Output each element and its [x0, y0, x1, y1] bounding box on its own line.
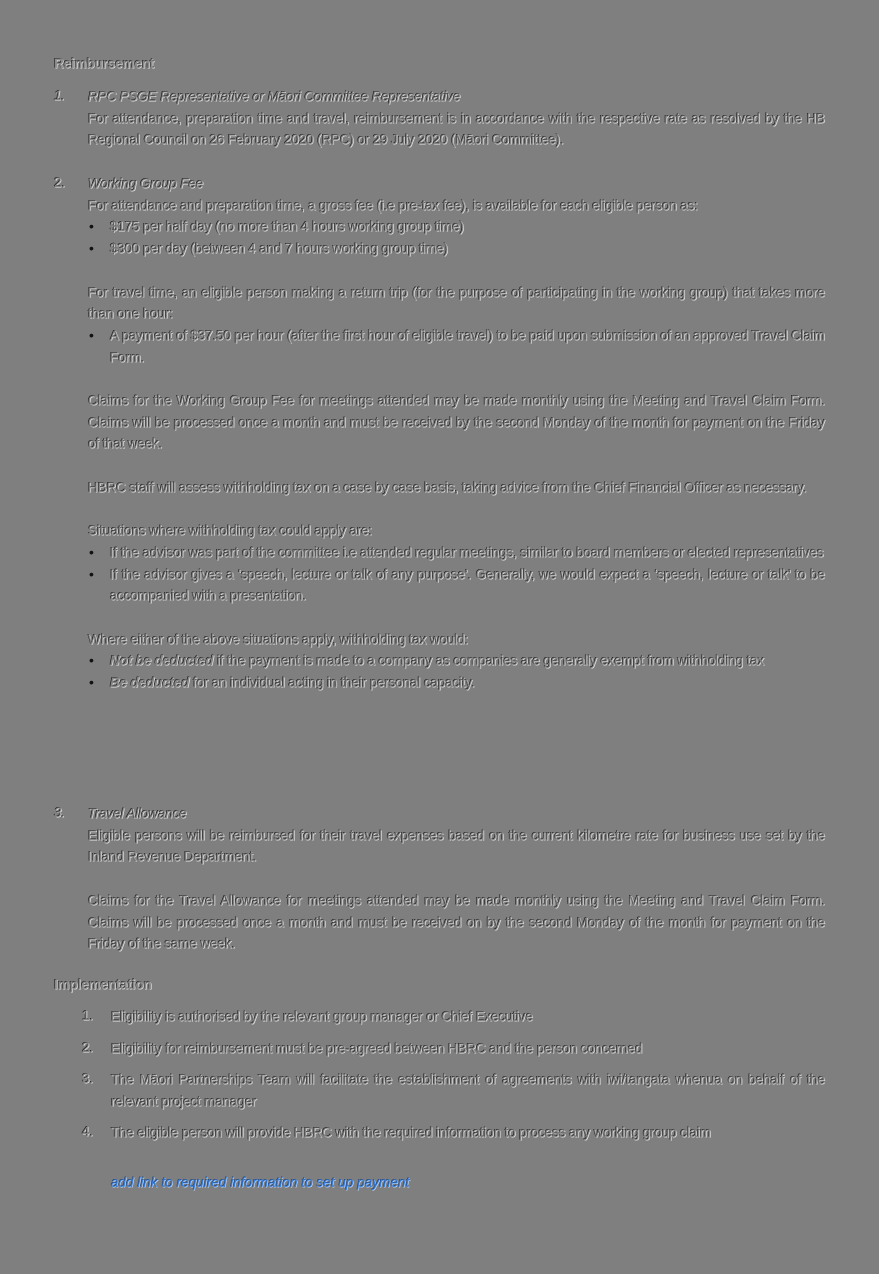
required-info-link[interactable]: add link to required information to set up payment [111, 1175, 410, 1190]
fee-full-day: • $300 per day (between 4 and 7 hours working group time) [88, 238, 825, 260]
withholding-intro: Where either of the above situations apply, withholding tax would: [88, 631, 469, 647]
withholding-company [88, 650, 825, 672]
impl-4-text: The eligible person will provide HBRC with the required information to process any working group claim [111, 1125, 711, 1140]
item-3-block [88, 803, 825, 955]
travel-intro: For travel time, an eligible person making a return trip (for the purpose of participating in the working group) that takes more than one hour: [88, 284, 825, 322]
fee-list [88, 216, 825, 259]
situations-intro: Situations where withholding tax could apply are: [88, 523, 373, 539]
impl-3-number: 3. [82, 1071, 93, 1086]
item-3-title: Travel Allowance [88, 806, 187, 821]
item-3-paragraph-2: Claims for the Travel Allowance for meetings attended may be made monthly using the Meeting and Travel Claim Form. Claims will be processed once a month and must be received on by the second Monday of the month for payment on the Friday of the same week. [88, 892, 825, 952]
claims-paragraph: Claims for the Working Group Fee for meetings attended may be made monthly using the Meeting and Travel Claim Form. Claims will be processed once a month and must be received by the second Monday of the month for payment on the Friday of that week. [88, 393, 825, 452]
reimbursement-heading: Reimbursement [54, 56, 155, 71]
travel-payment: • A payment of $37.50 per hour (after the first hour of eligible travel) to be paid upon submission of an approved Travel Claim Form. [88, 325, 825, 368]
item-3-number: 3. [54, 805, 65, 820]
item-2-block [88, 173, 825, 694]
tax-assess-paragraph: HBRC staff will assess withholding tax on a case by case basis, taking advice from the Chief Financial Officer as necessary. [88, 479, 807, 495]
item-1-paragraph: For attendance, preparation time and travel, reimbursement is in accordance with the respective rate as resolved by the HB Regional Council on 26 February 2020 (RPC) or 29 July 2020 (Māori Committee). [88, 110, 825, 148]
withholding-individual [88, 672, 825, 694]
impl-1-number: 1. [82, 1008, 93, 1023]
fee-half-day: • $175 per half day (no more than 4 hours working group time) [88, 216, 825, 238]
item-1-title: RPC PSGE Representative or Māori Committee Representative [88, 89, 461, 104]
item-2-intro: For attendance and preparation time, a gross fee (i.e pre-tax fee), is available for each eligible person as: [88, 197, 698, 213]
item-1-number: 1. [54, 88, 65, 103]
item-3-paragraph-1: Eligible persons will be reimbursed for their travel expenses based on the current kilometre rate for business use set by the Inland Revenue Department. [88, 827, 825, 865]
impl-1-text: Eligibility is authorised by the relevant group manager or Chief Executive [111, 1009, 533, 1024]
item-2-title: Working Group Fee [88, 176, 204, 191]
situation-speech: • If the advisor gives a ‘speech, lecture or talk of any purpose’. Generally, we would expect a ‘speech, lecture or talk’ to be accompanied with a presentation. [88, 564, 825, 607]
impl-3-text: The Māori Partnerships Team will facilitate the establishment of agreements with iwi/tangata whenua on behalf of the relevant project manager [111, 1072, 825, 1109]
withholding-emphasis: Not be deducted [110, 653, 214, 669]
impl-2-text: Eligibility for reimbursement must be pre-agreed between HBRC and the person concerned [111, 1041, 643, 1056]
impl-4-number: 4. [82, 1124, 93, 1139]
withholding-emphasis: Be deducted [110, 675, 190, 691]
item-2-number: 2. [54, 175, 65, 190]
situations-list [88, 542, 825, 607]
impl-2-number: 2. [82, 1040, 93, 1055]
withholding-list [88, 650, 825, 693]
situation-committee: • If the advisor was part of the committee i.e attended regular meetings, similar to board members or elected representatives [88, 542, 825, 564]
implementation-heading: Implementation [54, 977, 152, 992]
travel-list [88, 325, 825, 368]
withholding-rest: if the payment is made to a company as companies are generally exempt from withholding tax [213, 653, 765, 669]
withholding-rest: for an individual acting in their personal capacity. [189, 675, 475, 691]
item-1-block [88, 86, 825, 151]
